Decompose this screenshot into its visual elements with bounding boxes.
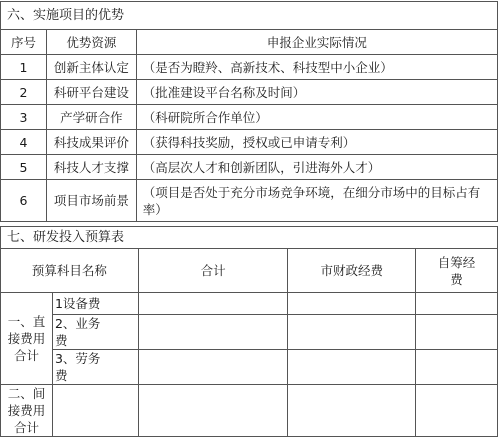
cell-self xyxy=(416,350,498,385)
cell-self xyxy=(416,293,498,315)
row-no: 2 xyxy=(1,80,47,105)
cell-city xyxy=(288,385,416,437)
table-row xyxy=(1,105,498,130)
row-no: 6 xyxy=(1,180,47,222)
cell-city xyxy=(288,315,416,350)
indirect-cost-label: 二、间接费用合计 xyxy=(1,385,53,437)
header-situation: 申报企业实际情况 xyxy=(136,30,497,55)
header-total: 合计 xyxy=(138,249,288,293)
row-situation: （批准建设平台名称及时间） xyxy=(136,80,497,105)
row-resource: 产学研合作 xyxy=(46,105,136,130)
cell-empty xyxy=(52,385,138,437)
cell-total xyxy=(138,385,288,437)
section7-title: 七、研发投入预算表 xyxy=(1,227,498,249)
row-resource: 科技人才支撑 xyxy=(46,155,136,180)
cell-city xyxy=(288,350,416,385)
table-row xyxy=(1,155,498,180)
row-no: 3 xyxy=(1,105,47,130)
table-row xyxy=(1,130,498,155)
budget-table xyxy=(0,226,498,437)
header-budget-item: 预算科目名称 xyxy=(1,249,139,293)
advantages-table xyxy=(0,1,498,222)
table-row xyxy=(1,180,498,222)
header-resource: 优势资源 xyxy=(46,30,136,55)
header-self-funds: 自筹经费 xyxy=(416,249,498,293)
cell-total xyxy=(138,293,288,315)
row-situation: （获得科技奖励，授权或已申请专利） xyxy=(136,130,497,155)
cell-self xyxy=(416,385,498,437)
business-fee-label: 2、业务费 xyxy=(52,315,138,350)
row-no: 1 xyxy=(1,55,47,80)
header-no: 序号 xyxy=(1,30,47,55)
cell-total xyxy=(138,315,288,350)
row-resource: 创新主体认定 xyxy=(46,55,136,80)
section6-title: 六、实施项目的优势 xyxy=(1,2,498,30)
cell-self xyxy=(416,315,498,350)
row-resource: 项目市场前景 xyxy=(46,180,136,222)
cell-city xyxy=(288,293,416,315)
direct-cost-label: 一、直接费用合计 xyxy=(1,293,53,385)
row-situation: （科研院所合作单位） xyxy=(136,105,497,130)
labor-fee-label: 3、劳务费 xyxy=(52,350,138,385)
row-situation: （高层次人才和创新团队，引进海外人才） xyxy=(136,155,497,180)
row-resource: 科技成果评价 xyxy=(46,130,136,155)
header-city-funds: 市财政经费 xyxy=(288,249,416,293)
cell-total xyxy=(138,350,288,385)
equipment-fee-label: 1设备费 xyxy=(52,293,138,315)
row-no: 5 xyxy=(1,155,47,180)
row-situation: （项目是否处于充分市场竞争环境，在细分市场中的目标占有率） xyxy=(136,180,497,222)
row-resource: 科研平台建设 xyxy=(46,80,136,105)
table-row xyxy=(1,80,498,105)
row-situation: （是否为瞪羚、高新技术、科技型中小企业） xyxy=(136,55,497,80)
row-no: 4 xyxy=(1,130,47,155)
table-row xyxy=(1,55,498,80)
